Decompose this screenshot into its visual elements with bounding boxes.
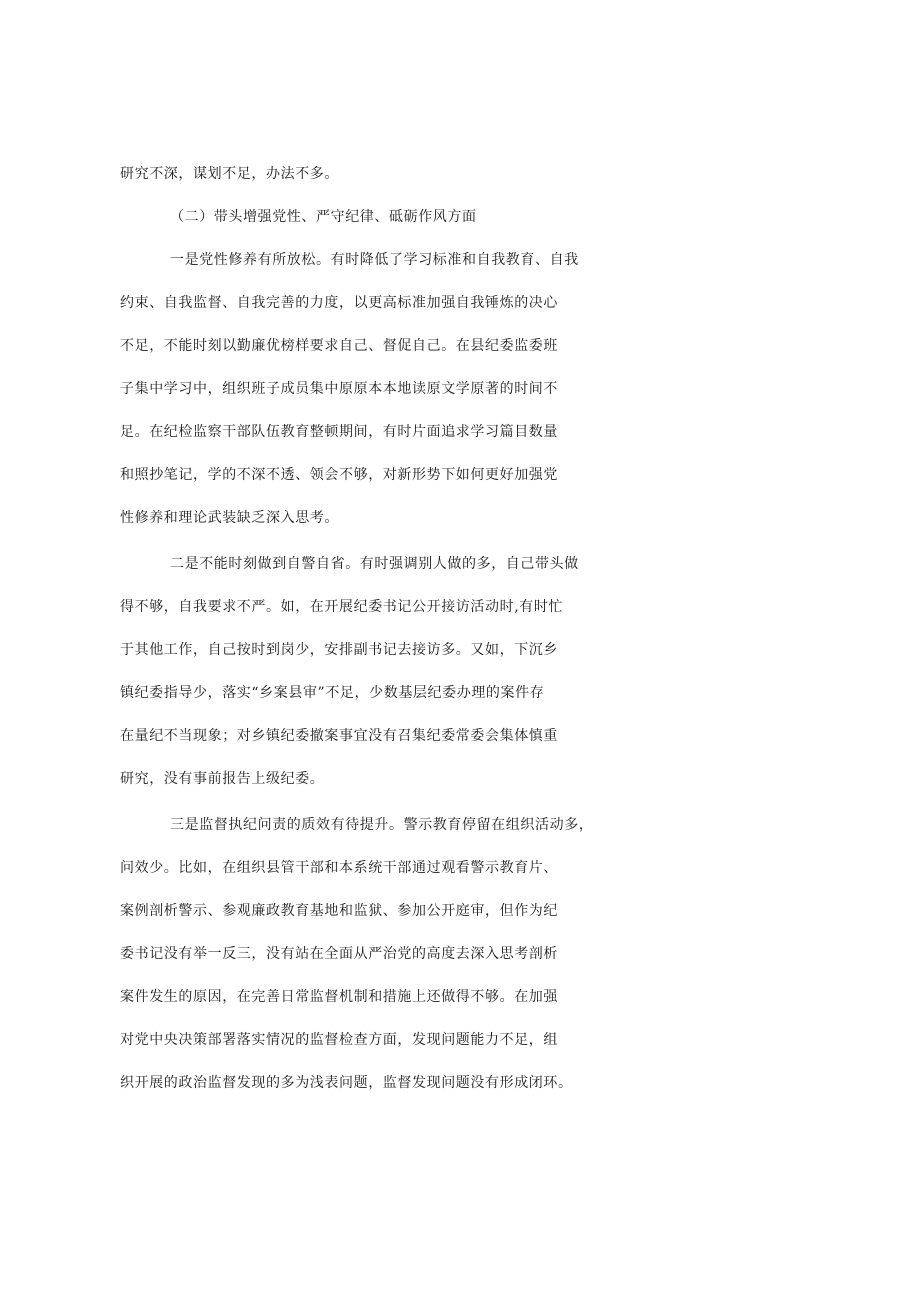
paragraph-3-line: 三是监督执纪问责的质效有待提升。警示教育停留在组织活动多， xyxy=(170,817,594,833)
paragraph-3-line: 委书记没有举一反三，没有站在全面从严治党的高度去深入思考剖析 xyxy=(120,946,558,962)
paragraph-1-line: 足。在纪检监察干部队伍教育整顿期间，有时片面追求学习篇目数量 xyxy=(120,424,558,440)
paragraph-2-line: 研究，没有事前报告上级纪委。 xyxy=(120,771,325,787)
paragraph-1-line: 子集中学习中，组织班子成员集中原原本本地读原文学原著的时间不 xyxy=(120,381,558,397)
paragraph-3-line: 织开展的政治监督发现的多为浅表问题，监督发现问题没有形成闭环。 xyxy=(120,1075,573,1091)
paragraph-1-line: 一是党性修养有所放松。有时降低了学习标准和自我教育、自我 xyxy=(170,252,579,268)
paragraph-3-line: 对党中央决策部署落实情况的监督检查方面，发现问题能力不足，组 xyxy=(120,1032,558,1048)
paragraph-3-line: 问效少。比如，在组织县管干部和本系统干部通过观看警示教育片、 xyxy=(120,860,558,876)
paragraph-3-line: 案件发生的原因，在完善日常监督机制和措施上还做得不够。在加强 xyxy=(120,989,558,1005)
paragraph-1-line: 约束、自我监督、自我完善的力度，以更高标准加强自我锤炼的决心 xyxy=(120,295,558,311)
paragraph-1-line: 性修养和理论武装缺乏深入思考。 xyxy=(120,510,339,526)
section-heading: （二）带头增强党性、严守纪律、砥砺作风方面 xyxy=(170,209,477,225)
paragraph-2-line: 二是不能时刻做到自警自省。有时强调别人做的多，自己带头做 xyxy=(170,556,579,572)
paragraph-1-line: 和照抄笔记，学的不深不透、领会不够，对新形势下如何更好加强党 xyxy=(120,467,558,483)
paragraph-2-line: 在量纪不当现象；对乡镇纪委撤案事宜没有召集纪委常委会集体慎重 xyxy=(120,728,558,744)
text-line: 研究不深，谋划不足，办法不多。 xyxy=(120,166,339,182)
paragraph-1-line: 不足，不能时刻以勤廉优榜样要求自己、督促自己。在县纪委监委班 xyxy=(120,338,558,354)
paragraph-3-line: 案例剖析警示、参观廉政教育基地和监狱、参加公开庭审，但作为纪 xyxy=(120,903,558,919)
paragraph-2-line: 于其他工作，自己按时到岗少，安排副书记去接访多。又如，下沉乡 xyxy=(120,642,558,658)
paragraph-2-line: 得不够，自我要求不严。如，在开展纪委书记公开接访活动时,有时忙 xyxy=(120,599,564,615)
paragraph-2-line: 镇纪委指导少，落实“乡案县审”不足，少数基层纪委办理的案件存 xyxy=(120,685,545,701)
